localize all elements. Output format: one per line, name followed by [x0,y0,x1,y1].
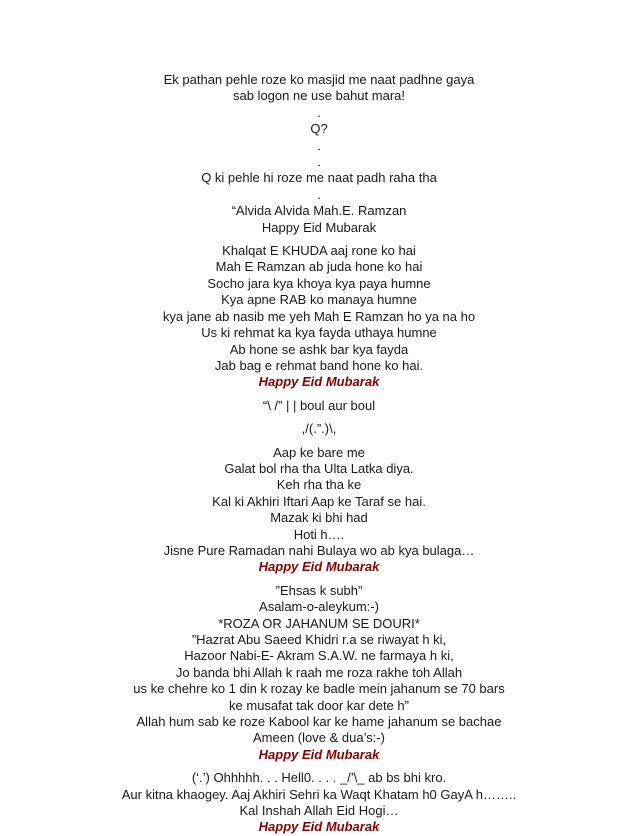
text-line: Aap ke bare me [273,444,365,460]
eid-wish: Happy Eid Mubarak [258,559,380,575]
iftari-joke-section [0,445,638,576]
eid-wish: Happy Eid Mubarak [258,746,380,762]
eid-wish: Happy Eid Mubarak [258,819,380,835]
text-line: . [317,186,321,202]
text-line: . [317,137,321,153]
text-line: . [317,104,321,120]
poem-section [0,243,638,391]
text-line: Jisne Pure Ramadan nahi Bulaya wo ab kya bulaga… [163,542,475,558]
text-line: Us ki rehmat ka kya fayda uthaya humne [201,325,437,341]
text-line: Allah hum sab ke roze Kabool kar ke hame jahanum se bachae [136,714,502,730]
text-line: ke musafat tak door kar dete h” [229,697,409,713]
text-line: Socho jara kya khoya kya paya humne [207,275,431,291]
text-line: “\ /” | | boul aur boul [262,397,376,413]
text-line: Mah E Ramzan ab juda hone ko hai [215,259,423,275]
text-line: ”Hazrat Abu Saeed Khidri r.a se riwayat h ki, [191,632,447,647]
text-line: Jab bag e rehmat band hone ko hai. [214,357,424,373]
text-line: (‘.’) Ohhhhh. . . Hell0. . . . _/’\_ ab bs bhi kro. [191,770,447,786]
text-line: Asalam-o-aleykum:-) [259,599,379,615]
text-line: us ke chehre ko 1 din k rozay ke badle mein jahanum se 70 bars [133,681,505,697]
text-line: Jo banda bhi Allah k raah me roza rakhe toh Allah [175,664,463,680]
text-line: Hazoor Nabi-E- Akram S.A.W. ne farmaya h ki, [184,648,454,664]
text-line: Q? [310,121,328,137]
text-line: ,/(.”.)\, [301,421,337,437]
text-line: Happy Eid Mubarak [261,219,377,235]
text-line: . [317,154,321,170]
text-line: Kal ki Akhiri Iftari Aap ke Taraf se hai. [212,493,426,509]
text-line: Mazak ki bhi had [270,510,368,526]
text-line: Q ki pehle hi roze me naat padh raha tha [201,170,437,186]
sehri-joke-section [0,770,638,836]
text-line: Ab hone se ashk bar kya fayda [229,341,409,357]
text-line: Ek pathan pehle roze ko masjid me naat padhne gaya [163,72,475,87]
eid-wish: Happy Eid Mubarak [258,374,380,390]
text-line: ”Ehsas k subh” [275,582,363,598]
joke-section [0,72,638,236]
symbol-line-section [0,398,638,414]
text-line: Khalqat E KHUDA aaj rone ko hai [222,243,416,259]
text-line: Aur kitna khaogey. Aaj Akhiri Sehri ka Waqt Khatam h0 GayA h…….. [121,786,517,802]
document-body [0,72,638,836]
text-line: Ameen (love & dua’s:-) [253,730,385,746]
text-line: *ROZA OR JAHANUM SE DOURI* [218,615,420,631]
text-line: Galat bol rha tha Ulta Latka diya. [224,460,414,476]
text-line: kya jane ab nasib me yeh Mah E Ramzan ho ya na ho [162,308,476,324]
text-line: Kal Inshah Allah Eid Hogi… [239,803,399,819]
text-line: Kya apne RAB ko manaya humne [221,292,417,308]
text-line: sab logon ne use bahut mara! [232,88,405,104]
text-line: Keh rha tha ke [276,477,362,493]
emoticon-section [0,421,638,437]
text-line: “Alvida Alvida Mah.E. Ramzan [231,203,407,219]
hadith-section [0,583,638,763]
text-line: Hoti h…. [293,526,345,542]
